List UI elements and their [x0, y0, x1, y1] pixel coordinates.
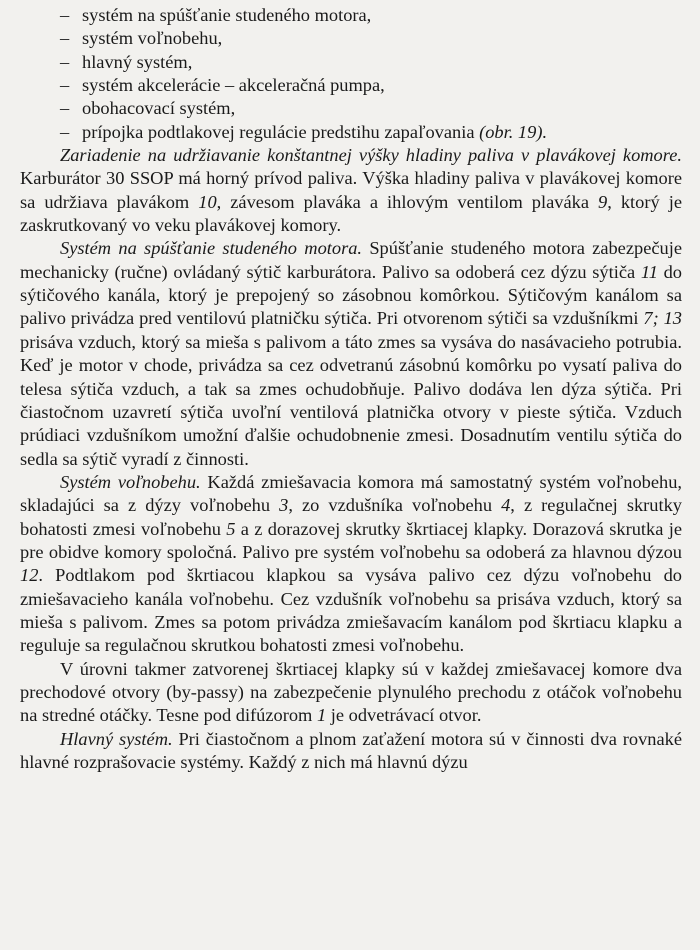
italic-text: Hlavný systém. — [60, 728, 173, 749]
italic-text: Systém na spúšťanie studeného motora. — [60, 238, 363, 259]
paragraph — [20, 728, 682, 775]
italic-text: Systém voľnobehu. — [60, 471, 201, 492]
paragraph — [20, 144, 682, 237]
italic-text: 1 — [316, 705, 327, 726]
paragraph — [20, 237, 682, 470]
list-dash: – — [60, 75, 70, 96]
text-run: Pri čiastočnom a plnom zaťažení motora sú v činnosti dva rovnaké hlavné rozprašovacie systémy. Každý z nich má hlavnú dýzu — [20, 728, 682, 772]
body-text — [20, 144, 682, 774]
text-run: Karburátor 30 SSOP má horný prívod paliva. Výška hladiny paliva v plavákovej komore sa udržiava plavákom — [20, 168, 682, 212]
list-item-text: hlavný systém, — [82, 51, 193, 72]
list-item — [20, 27, 682, 50]
figure-reference: (obr. 19). — [479, 121, 548, 142]
list-item-text: systém voľnobehu, — [82, 28, 223, 49]
list-item — [20, 121, 682, 144]
list-dash: – — [60, 51, 70, 72]
list-item-text: systém akcelerácie – akceleračná pumpa, — [82, 75, 385, 96]
text-run: prisáva vzduch, ktorý sa mieša s palivom a táto zmes sa vysáva do nasávacieho potrubia. Keď je motor v chode, privádza sa cez odvetranú zásobnú komôrku po vysatí paliva do telesa sýtiča vzduch, a tak sa zmes ochudobňuje. Palivo dodáva len dýza sýtiča. Pri čiastočnom uzavretí sýtiča uvoľní ventilová platnička otvory v pieste sýtiča. Vzduch prúdiaci vzdušníkom umožní ďalšie ochudobnenie zmesi. Dosadnutím ventilu sýtiča do sedla sa sýtič vyradí z činnosti. — [20, 331, 682, 469]
text-run: Spúšťanie studeného motora zabezpečuje mechanicky (ručne) ovládaný sýtič karburátora. Palivo sa odoberá cez dýzu sýtiča — [20, 238, 682, 282]
text-run: je odvetrávací otvor. — [326, 705, 482, 726]
italic-text: 4 — [501, 495, 511, 516]
text-run: a z dorazovej skrutky škrtiacej klapky. Dorazová skrutka je pre obidve komory spoločná. Palivo pre systém voľnobehu sa odoberá za hlavnou dýzou — [20, 518, 682, 562]
text-run: , ktorý je zaskrutkovaný vo veku plavákovej komory. — [20, 191, 682, 236]
text-run: , zo vzdušníka voľnobehu — [288, 495, 502, 516]
text-run: , závesom plaváka a ihlovým ventilom plaváka — [216, 191, 599, 212]
list-item — [20, 74, 682, 97]
italic-text: 10 — [198, 191, 217, 212]
component-list — [20, 4, 682, 144]
text-run: , z regulačnej skrutky bohatosti zmesi voľnobehu — [20, 495, 682, 539]
italic-text: 9 — [598, 191, 608, 212]
paragraph — [20, 658, 682, 728]
italic-text: 7; 13 — [643, 308, 683, 329]
italic-text: 11 — [640, 261, 658, 282]
list-item-text: systém na spúšťanie studeného motora, — [82, 5, 372, 25]
paragraph — [20, 471, 682, 658]
list-dash: – — [60, 28, 70, 49]
list-dash: – — [60, 5, 70, 25]
text-run: V úrovni takmer zatvorenej škrtiacej klapky sú v každej zmiešavacej komore dva prechodové otvory (by-passy) na zabezpečenie plynulého prechodu z otáčok voľnobehu na stredné otáčky. Tesne pod difúzorom — [20, 658, 682, 726]
text-run: . Podtlakom pod škrtiacou klapkou sa vysáva palivo cez dýzu voľnobehu do zmiešavacieho kanála voľnobehu. Cez vzdušník voľnobehu sa prisáva vzduch, ktorý sa mieša s palivom. Zmes sa potom privádza zmiešavacím kanálom pod škrtiacu klapku a reguluje sa regulačnou skrutkou bohatosti zmesi voľnobehu. — [20, 565, 682, 656]
list-dash: – — [60, 121, 70, 142]
text-run: do sýtičového kanála, ktorý je prepojený so zásobnou komôrkou. Sýtičovým kanálom sa palivo privádza pred ventilovú platničku sýtiča. Pri otvorenom sýtiči sa vzdušníkmi — [20, 261, 683, 329]
list-item — [20, 4, 682, 27]
list-item — [20, 51, 682, 74]
italic-text: 3 — [279, 495, 289, 516]
list-dash: – — [60, 98, 70, 119]
text-run: Každá zmiešavacia komora má samostatný systém voľnobehu, skladajúci sa z dýzy voľnobehu — [20, 471, 682, 516]
italic-text: Zariadenie na udržiavanie konštantnej výšky hladiny paliva v plavákovej komore. — [60, 145, 682, 166]
list-item — [20, 97, 682, 120]
italic-text: 12 — [20, 565, 39, 586]
list-item-text: prípojka podtlakovej regulácie predstihu zapaľovania — [82, 121, 480, 142]
list-item-text: obohacovací systém, — [82, 98, 236, 119]
italic-text: 5 — [226, 518, 236, 539]
